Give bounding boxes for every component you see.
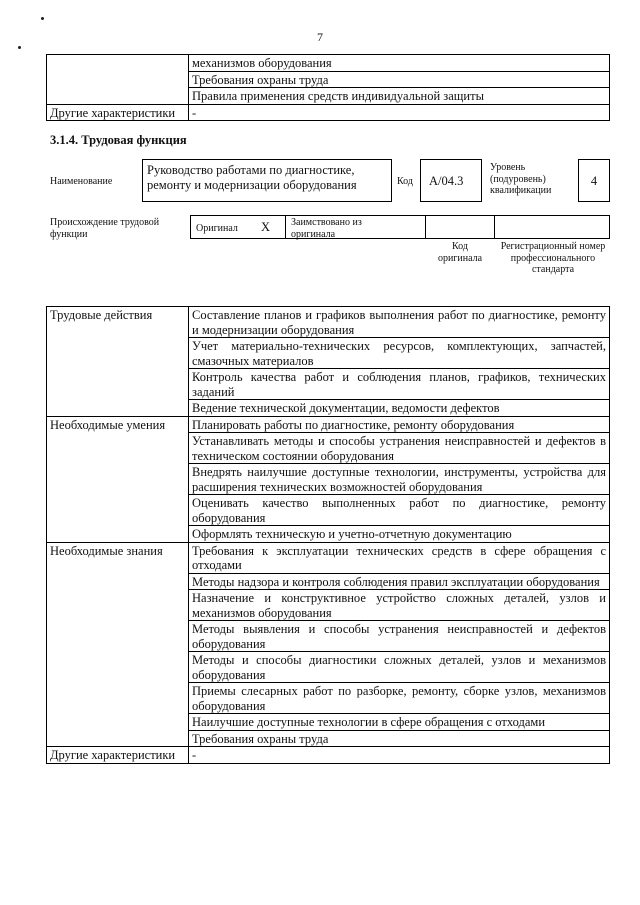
group-label-knowledge: Необходимые знания [47,542,189,747]
origin-borrowed-box [285,215,426,239]
level-label: Уровень (подуровень) квалификации [490,162,552,196]
table-cell: Назначение и конструктивное устройство сложных деталей, узлов и механизмов оборудования [192,591,606,620]
table-cell: Планировать работы по диагностике, ремонту оборудования [192,417,515,432]
table-cell: Внедрять наилучшие доступные технологии, инструменты, устройства для расширения технических возможностей оборудования [192,465,606,494]
top-table-cell: механизмов оборудования [189,55,610,72]
table-cell: Методы выявления и способы устранения неисправностей и дефектов оборудования [192,622,606,651]
table-cell: Ведение технической документации, ведомости дефектов [192,401,500,415]
table-cell: Приемы слесарных работ по разборке, ремонту, сборке узлов, механизмов оборудования [192,684,606,713]
borrowed-label: Заимствовано из оригинала [291,217,362,240]
section-title: 3.1.4. Трудовая функция [50,133,187,147]
page-number: 7 [317,30,323,44]
group-label-skills: Необходимые умения [47,416,189,542]
table-cell: Оформлять техническую и учетно-отчетную документацию [192,527,512,541]
name-value: Руководство работами по диагностике, ремонту и модернизации оборудования [142,159,392,202]
group-label-actions: Трудовые действия [47,307,189,417]
origin-original-box [190,215,286,239]
original-label: Оригинал [196,223,238,234]
table-cell: Устанавливать методы и способы устранения неисправностей и дефектов в техническом состоянии оборудования [192,434,606,463]
top-table-cell: Требования охраны труда [189,71,610,88]
origin-label: Происхождение трудовой функции [50,217,160,240]
scan-speck [18,46,21,49]
top-table-cell: Правила применения средств индивидуальной защиты [189,88,610,105]
table-cell: Учет материально-технических ресурсов, комплектующих, запчастей, смазочных материалов [192,339,606,368]
scan-speck [41,17,44,20]
top-table-cell: - [189,104,610,121]
top-table-label: Другие характеристики [47,104,189,121]
table-cell: Методы надзора и контроля соблюдения правил эксплуатации оборудования [192,574,600,589]
top-table [46,54,610,121]
table-cell: Методы и способы диагностики сложных деталей, узлов и механизмов оборудования [192,653,606,682]
table-cell: Составление планов и графиков выполнения работ по диагностике, ремонту и модернизации оборудования [192,308,606,337]
group-label-other: Другие характеристики [47,747,189,764]
origin-code-box [425,215,495,239]
origin-reg-box [494,215,610,239]
code-caption: Код оригинала [437,241,483,264]
level-value: 4 [578,159,610,202]
table-cell: Наилучшие доступные технологии в сфере обращения с отходами [192,715,546,729]
reg-caption: Регистрационный номер профессионального стандарта [500,241,606,275]
code-value: A/04.3 [420,159,482,202]
table-cell: Контроль качества работ и соблюдения планов, графиков, технических заданий [192,370,606,399]
table-cell: Оценивать качество выполненных работ по диагностике, ремонту оборудования [192,496,606,525]
original-mark: X [261,220,271,234]
main-table [46,306,610,764]
code-label: Код [397,176,413,187]
top-table-label-cell [47,55,189,105]
table-cell: - [189,747,610,764]
table-cell: Требования охраны труда [192,731,329,746]
name-label: Наименование [50,176,113,187]
table-cell: Требования к эксплуатации технических средств в сфере обращения с отходами [192,543,606,572]
